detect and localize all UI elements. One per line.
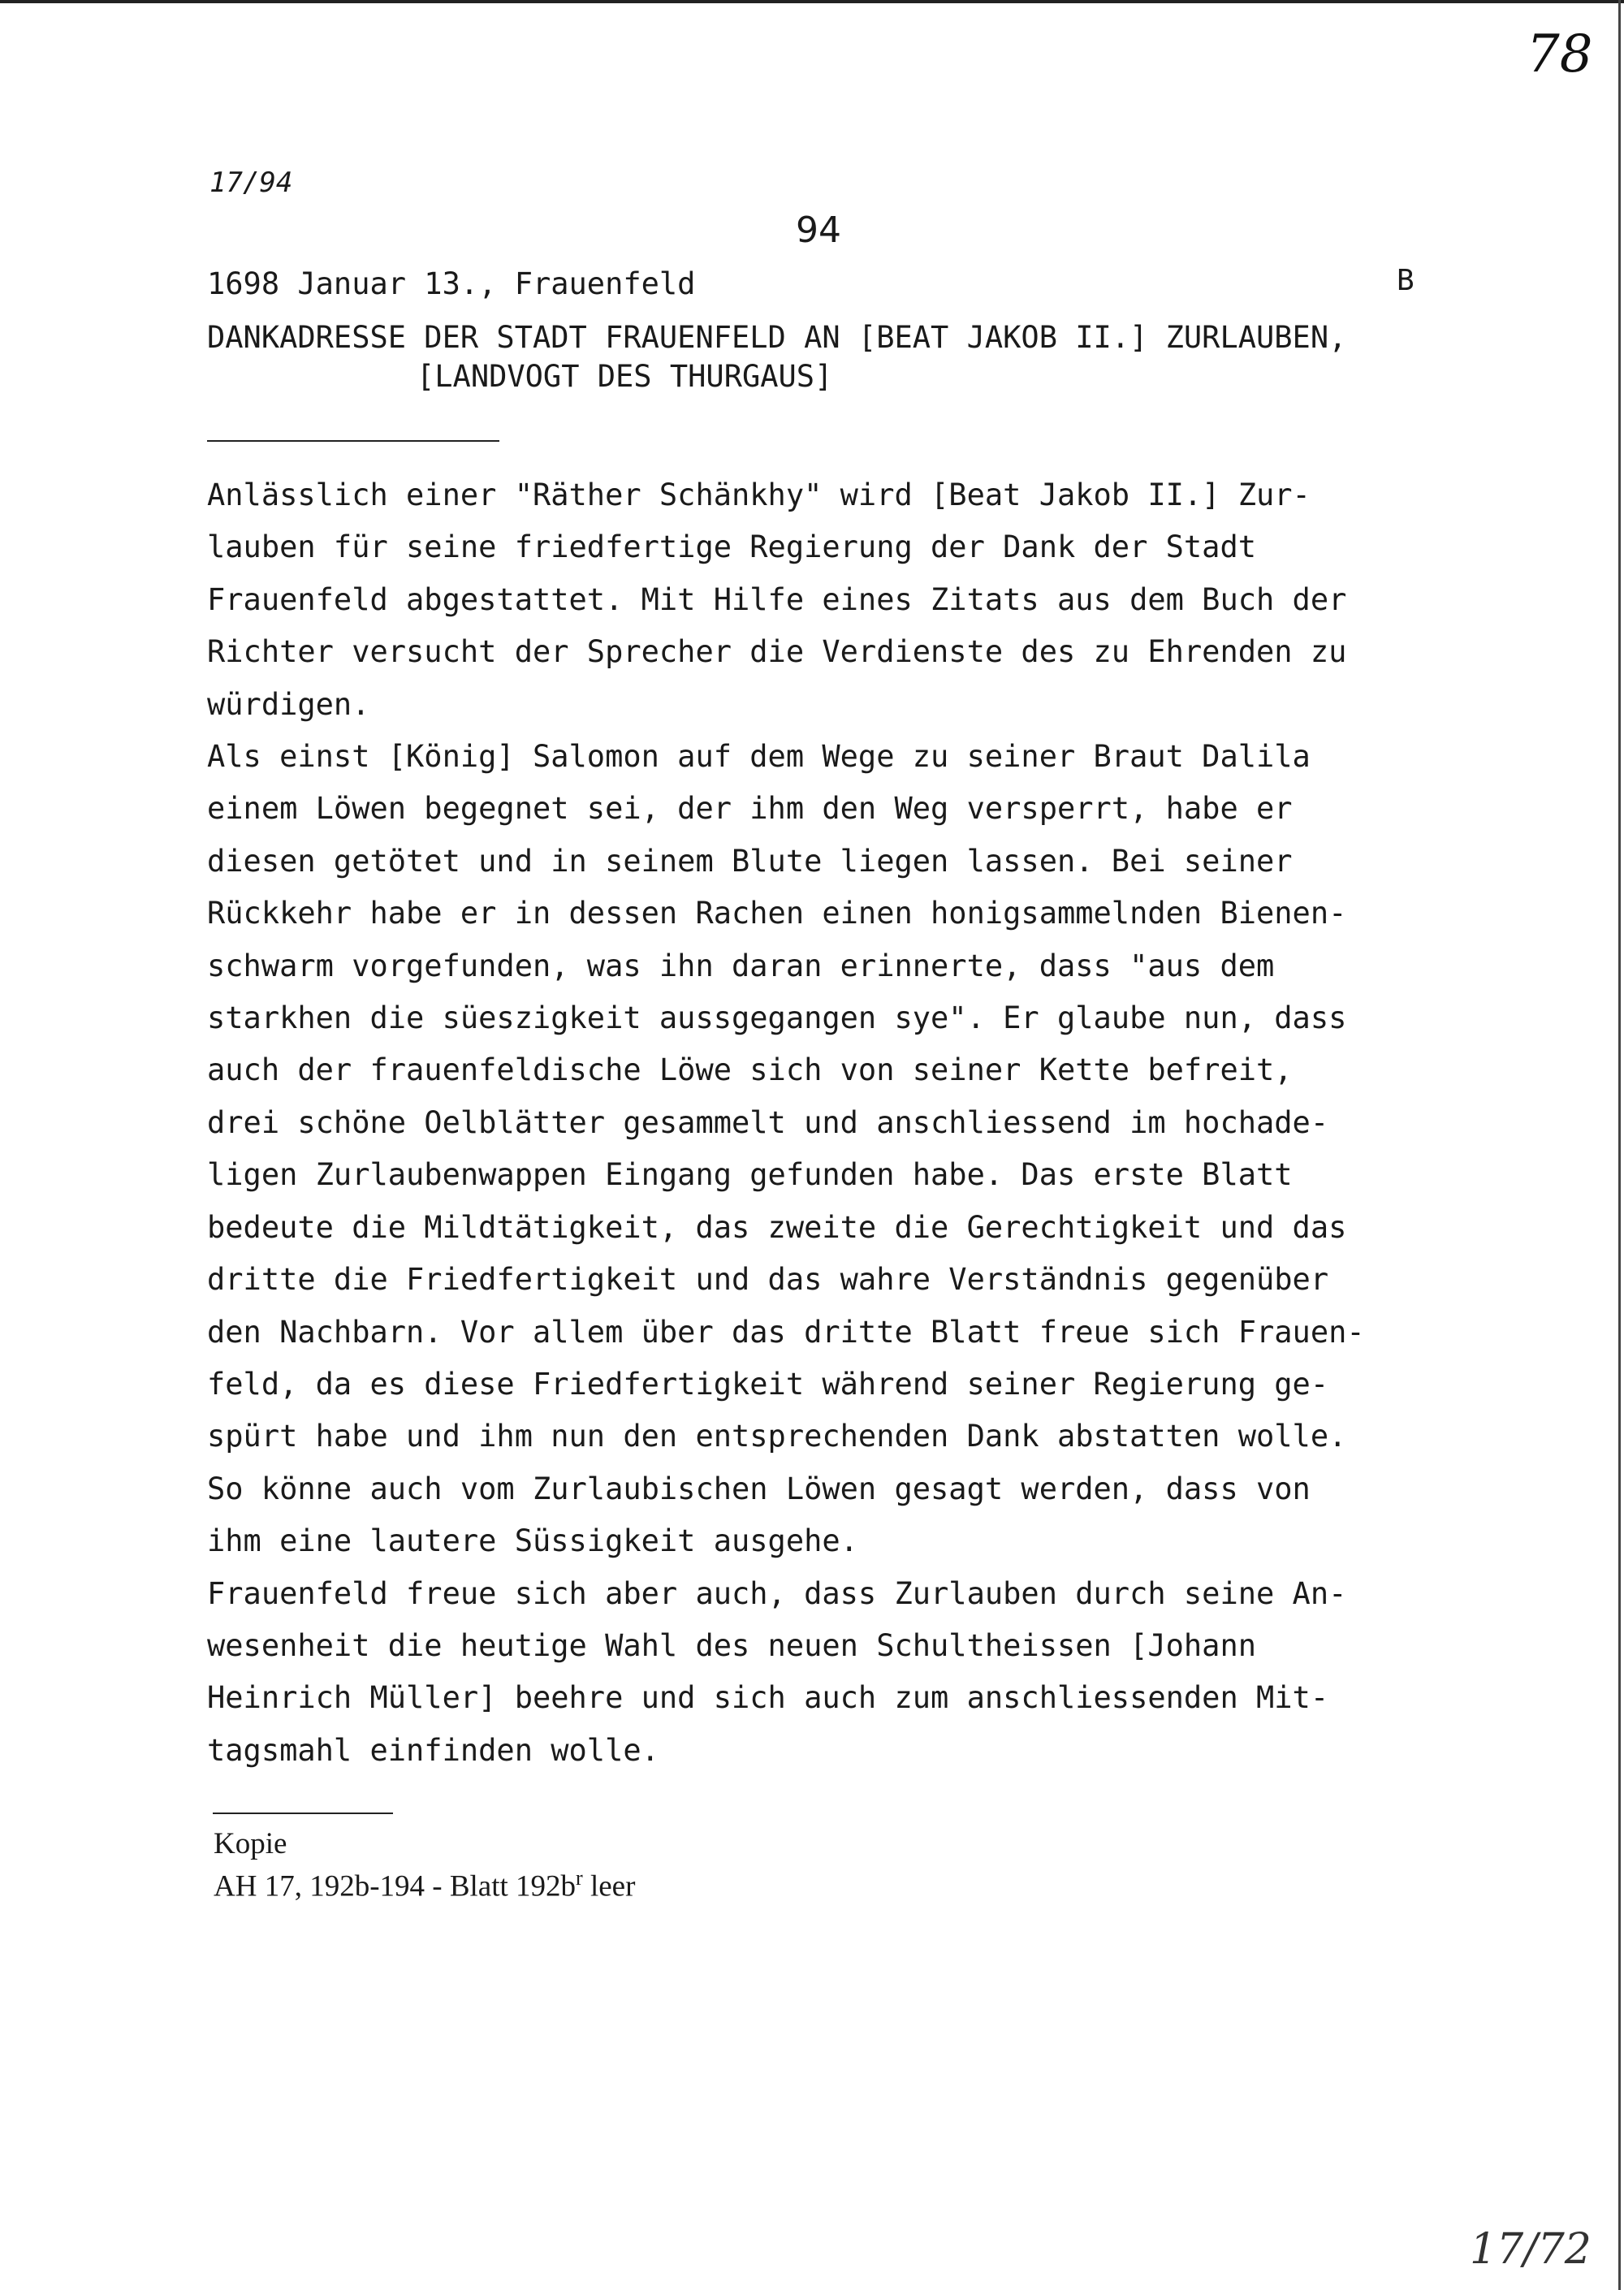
- document-number: 94: [796, 210, 841, 251]
- body-line: drei schöne Oelblätter gesammelt und anschliessend im hochade-: [207, 1104, 1329, 1140]
- handwritten-page-mark: 17/72: [1470, 2225, 1592, 2274]
- body-line: dritte die Friedfertigkeit und das wahre Verständnis gegenüber: [207, 1262, 1329, 1298]
- body-line: auch der frauenfeldische Löwe sich von seiner Kette befreit,: [207, 1052, 1293, 1088]
- title-line-1: DANKADRESSE DER STADT FRAUENFELD AN [BEAT JAKOB II.] ZURLAUBEN,: [207, 320, 1347, 355]
- body-line: bedeute die Mildtätigkeit, das zweite die Gerechtigkeit und das: [207, 1209, 1347, 1245]
- body-line: Richter versucht der Sprecher die Verdienste des zu Ehrenden zu: [207, 634, 1347, 670]
- body-line: würdigen.: [207, 686, 370, 722]
- category-letter: B: [1397, 264, 1415, 297]
- body-line: einem Löwen begegnet sei, der ihm den Weg versperrt, habe er: [207, 791, 1293, 827]
- copy-label: Kopie: [214, 1827, 287, 1860]
- header-divider: [207, 440, 499, 442]
- scan-top-edge: [0, 0, 1624, 3]
- body-line: Frauenfeld freue sich aber auch, dass Zurlauben durch seine An-: [207, 1575, 1347, 1611]
- body-line: den Nachbarn. Vor allem über das dritte Blatt freue sich Frauen-: [207, 1314, 1365, 1350]
- source-note: [214, 1827, 635, 1903]
- body-text: [207, 469, 1474, 1777]
- scan-right-edge: [1618, 0, 1621, 2290]
- dateline: 1698 Januar 13., Frauenfeld: [207, 266, 696, 301]
- recto-superscript: r: [576, 1866, 583, 1890]
- body-line: ligen Zurlaubenwappen Eingang gefunden habe. Das erste Blatt: [207, 1157, 1293, 1193]
- body-line: schwarm vorgefunden, was ihn daran erinnerte, dass "aus dem: [207, 948, 1275, 983]
- body-line: feld, da es diese Friedfertigkeit während seiner Regierung ge-: [207, 1366, 1329, 1402]
- handwritten-folio-number: 78: [1527, 24, 1593, 84]
- body-line: Anlässlich einer "Räther Schänkhy" wird [Beat Jakob II.] Zur-: [207, 477, 1311, 512]
- body-line: diesen getötet und in seinem Blute liegen lassen. Bei seiner: [207, 843, 1293, 879]
- body-line: Frauenfeld abgestattet. Mit Hilfe eines Zitats aus dem Buch der: [207, 581, 1347, 617]
- footer-divider: [213, 1813, 393, 1814]
- body-line: Als einst [König] Salomon auf dem Wege zu seiner Braut Dalila: [207, 739, 1311, 775]
- document-title: [207, 318, 1346, 396]
- body-line: tagsmahl einfinden wolle.: [207, 1732, 659, 1768]
- body-line: Heinrich Müller] beehre und sich auch zum anschliessenden Mit-: [207, 1680, 1329, 1716]
- archive-reference-suffix: leer: [582, 1869, 636, 1903]
- body-line: lauben für seine friedfertige Regierung der Dank der Stadt: [207, 529, 1257, 565]
- reference-number: 17/94: [209, 166, 293, 199]
- body-line: So könne auch vom Zurlaubischen Löwen gesagt werden, dass von: [207, 1471, 1311, 1506]
- archive-reference: [214, 1861, 635, 1903]
- body-line: starkhen die süeszigkeit aussgegangen sye". Er glaube nun, dass: [207, 1000, 1347, 1036]
- title-line-2: [LANDVOGT DES THURGAUS]: [417, 359, 833, 394]
- archive-reference-text: AH 17, 192b-194 - Blatt 192b: [214, 1869, 577, 1903]
- body-line: ihm eine lautere Süssigkeit ausgehe.: [207, 1523, 858, 1559]
- body-line: spürt habe und ihm nun den entsprechenden Dank abstatten wolle.: [207, 1419, 1347, 1454]
- body-line: wesenheit die heutige Wahl des neuen Schultheissen [Johann: [207, 1627, 1257, 1663]
- body-line: Rückkehr habe er in dessen Rachen einen honigsammelnden Bienen-: [207, 896, 1347, 931]
